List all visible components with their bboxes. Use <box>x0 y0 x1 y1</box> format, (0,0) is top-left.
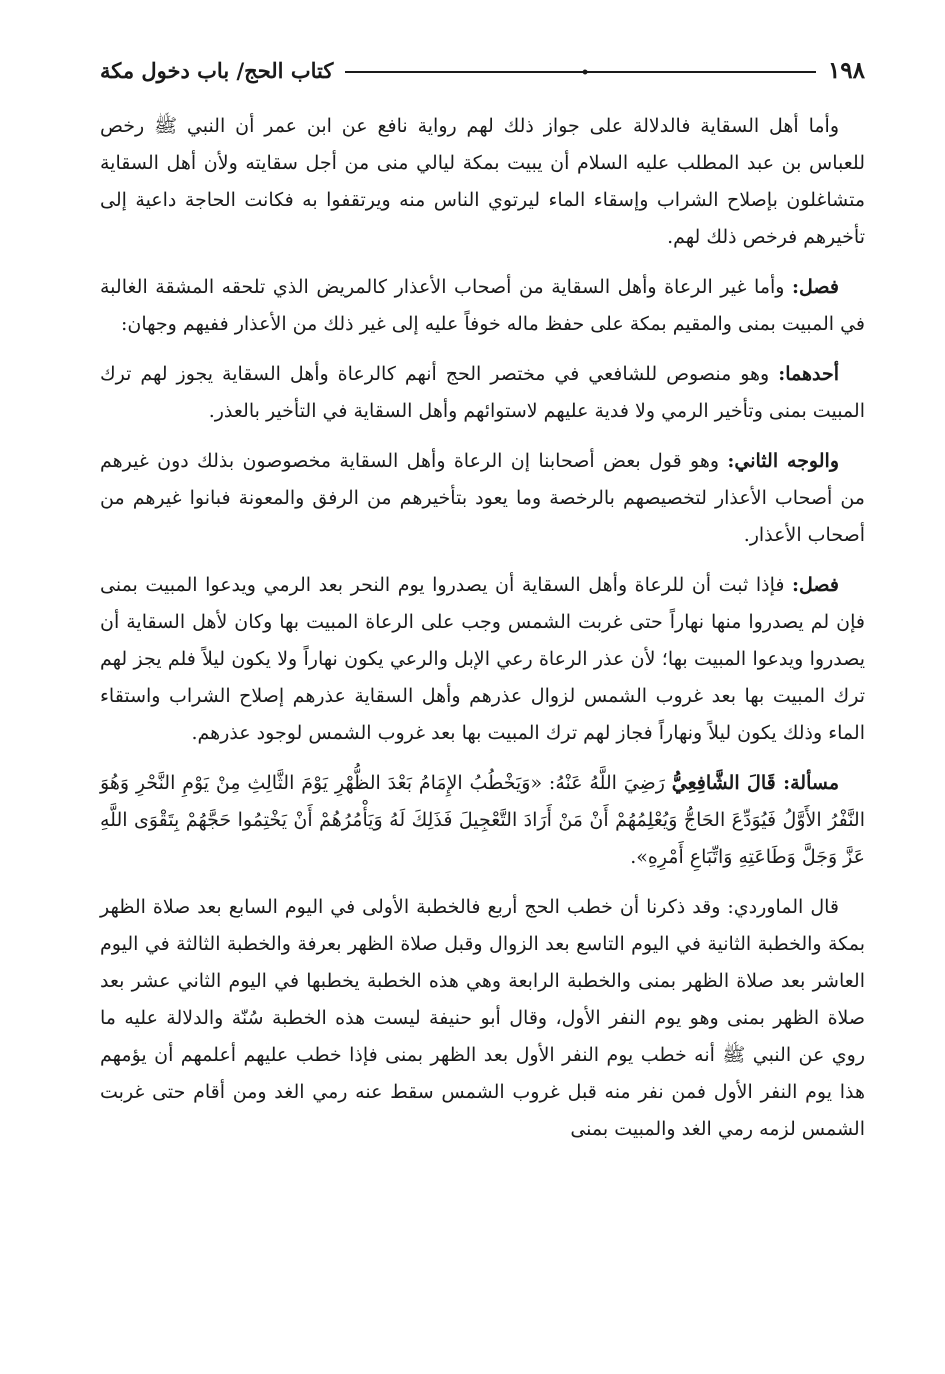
paragraph-text: وهو منصوص للشافعي في مختصر الحج أنهم كالرعاة وأهل السقاية يجوز لهم ترك المبيت بمنى وتأخير الرمي ولا فدية عليهم لاستوائهم وأهل السقاية في التأخير بالعذر. <box>100 363 865 422</box>
paragraph-4 <box>100 443 865 554</box>
paragraph-2 <box>100 269 865 343</box>
paragraph-text: وأما أهل السقاية فالدلالة على جواز ذلك لهم رواية نافع عن ابن عمر أن النبي ﷺ رخص للعباس بن عبد المطلب عليه السلام أن يبيت بمكة ليالي منى من أجل سقايته ولأن أهل السقاية متشاغلون بإصلاح الشراب وإسقاء الماء ليرتوي الناس منه ويرتقفوا به فكانت الحاجة داعية إلى تأخيرهم فرخص ذلك لهم. <box>100 115 865 248</box>
paragraph-lead: فصل: <box>792 276 839 298</box>
paragraph-7 <box>100 889 865 1148</box>
paragraph-5 <box>100 567 865 752</box>
page-number: ١٩٨ <box>827 56 865 84</box>
paragraph-text: وأما غير الرعاة وأهل السقاية من أصحاب الأعذار كالمريض الذي تلحقه المشقة الغالبة في المبيت بمنى والمقيم بمكة على حفظ ماله خوفاً عليه إلى غير ذلك من الأعذار ففيهم وجهان: <box>100 276 865 335</box>
page-header <box>100 50 865 90</box>
paragraph-3 <box>100 356 865 430</box>
paragraph-text: وهو قول بعض أصحابنا إن الرعاة وأهل السقاية مخصوصون بذلك دون غيرهم من أصحاب الأعذار لتخصيصهم بالرخصة وما يعود بتأخيرهم من الرفق والمعونة فبانوا غيرهم من أصحاب الأعذار. <box>100 450 865 546</box>
paragraph-lead: فصل: <box>792 574 839 596</box>
paragraph-lead: مسألة: قَالَ الشَّافِعِيُّ <box>671 772 839 794</box>
paragraph-text: رَضِيَ اللَّهُ عَنْهُ: «وَيَخْطُبُ الإِمَامُ بَعْدَ الظُّهْرِ يَوْمَ الثَّالِثِ مِنْ يَوْمِ النَّحْرِ وَهُوَ النَّفْرُ الأَوَّلُ فَيُوَدِّعَ الحَاجُّ وَيُعْلِمُهُمْ أَنْ مَنْ أَرَادَ التَّعْجِيلَ فَذَلِكَ لَهُ وَيَأْمُرُهُمْ أَنْ يَخْتِمُوا حَجَّهُمْ بِتَقْوَى اللَّهِ عَزَّ وَجَلَّ وَطَاعَتِهِ وَاتِّبَاعِ أَمْرِهِ». <box>100 772 865 868</box>
running-title: كتاب الحج/ باب دخول مكة <box>100 57 334 83</box>
paragraph-text: قال الماوردي: وقد ذكرنا أن خطب الحج أربع فالخطبة الأولى في اليوم السابع بعد صلاة الظهر بمكة والخطبة الثانية في اليوم التاسع بعد الزوال وقبل صلاة الظهر بعرفة والخطبة الثالثة في اليوم العاشر بعد صلاة الظهر بمنى والخطبة الرابعة وهي هذه الخطبة يخطبها في اليوم الثاني عشر بعد صلاة الظهر بمنى وهو يوم النفر الأول، وقال أبو حنيفة ليست هذه الخطبة سُنّة والدلالة عليه ما روي عن النبي ﷺ أنه خطب يوم النفر الأول بعد الظهر بمنى فإذا خطب عليهم أعلمهم أن يؤمهم هذا يوم النفر الأول فمن نفر منه قبل غروب الشمس سقط عنه رمي الغد ومن أقام حتى غربت الشمس لزمه رمي الغد والمبيت بمنى <box>100 896 865 1140</box>
page <box>100 50 865 1334</box>
paragraph-text: فإذا ثبت أن للرعاة وأهل السقاية أن يصدروا يوم النحر بعد الرمي ويدعوا المبيت بمنى فإن لم يصدروا منها نهاراً حتى غربت الشمس وجب على الرعاة المبيت بها وكان لأهل السقاية أن يصدروا ويدعوا المبيت بها؛ لأن عذر الرعاة رعي الإبل والرعي يكون نهاراً ولا يكون ليلاً فلم يجز لهم ترك المبيت بها بعد غروب الشمس لزوال عذرهم وأهل السقاية عذرهم إصلاح الشراب واستقاء الماء وذلك يكون ليلاً ونهاراً فجاز لهم ترك المبيت بها بعد غروب الشمس لوجود عذرهم. <box>100 574 865 744</box>
header-dot: • <box>580 65 590 81</box>
header-rule <box>345 65 816 81</box>
paragraph-6-quote <box>100 765 865 876</box>
body-text <box>100 108 865 1148</box>
paragraph-1 <box>100 108 865 256</box>
paragraph-lead: أحدهما: <box>778 363 839 385</box>
paragraph-lead: والوجه الثاني: <box>727 450 839 472</box>
